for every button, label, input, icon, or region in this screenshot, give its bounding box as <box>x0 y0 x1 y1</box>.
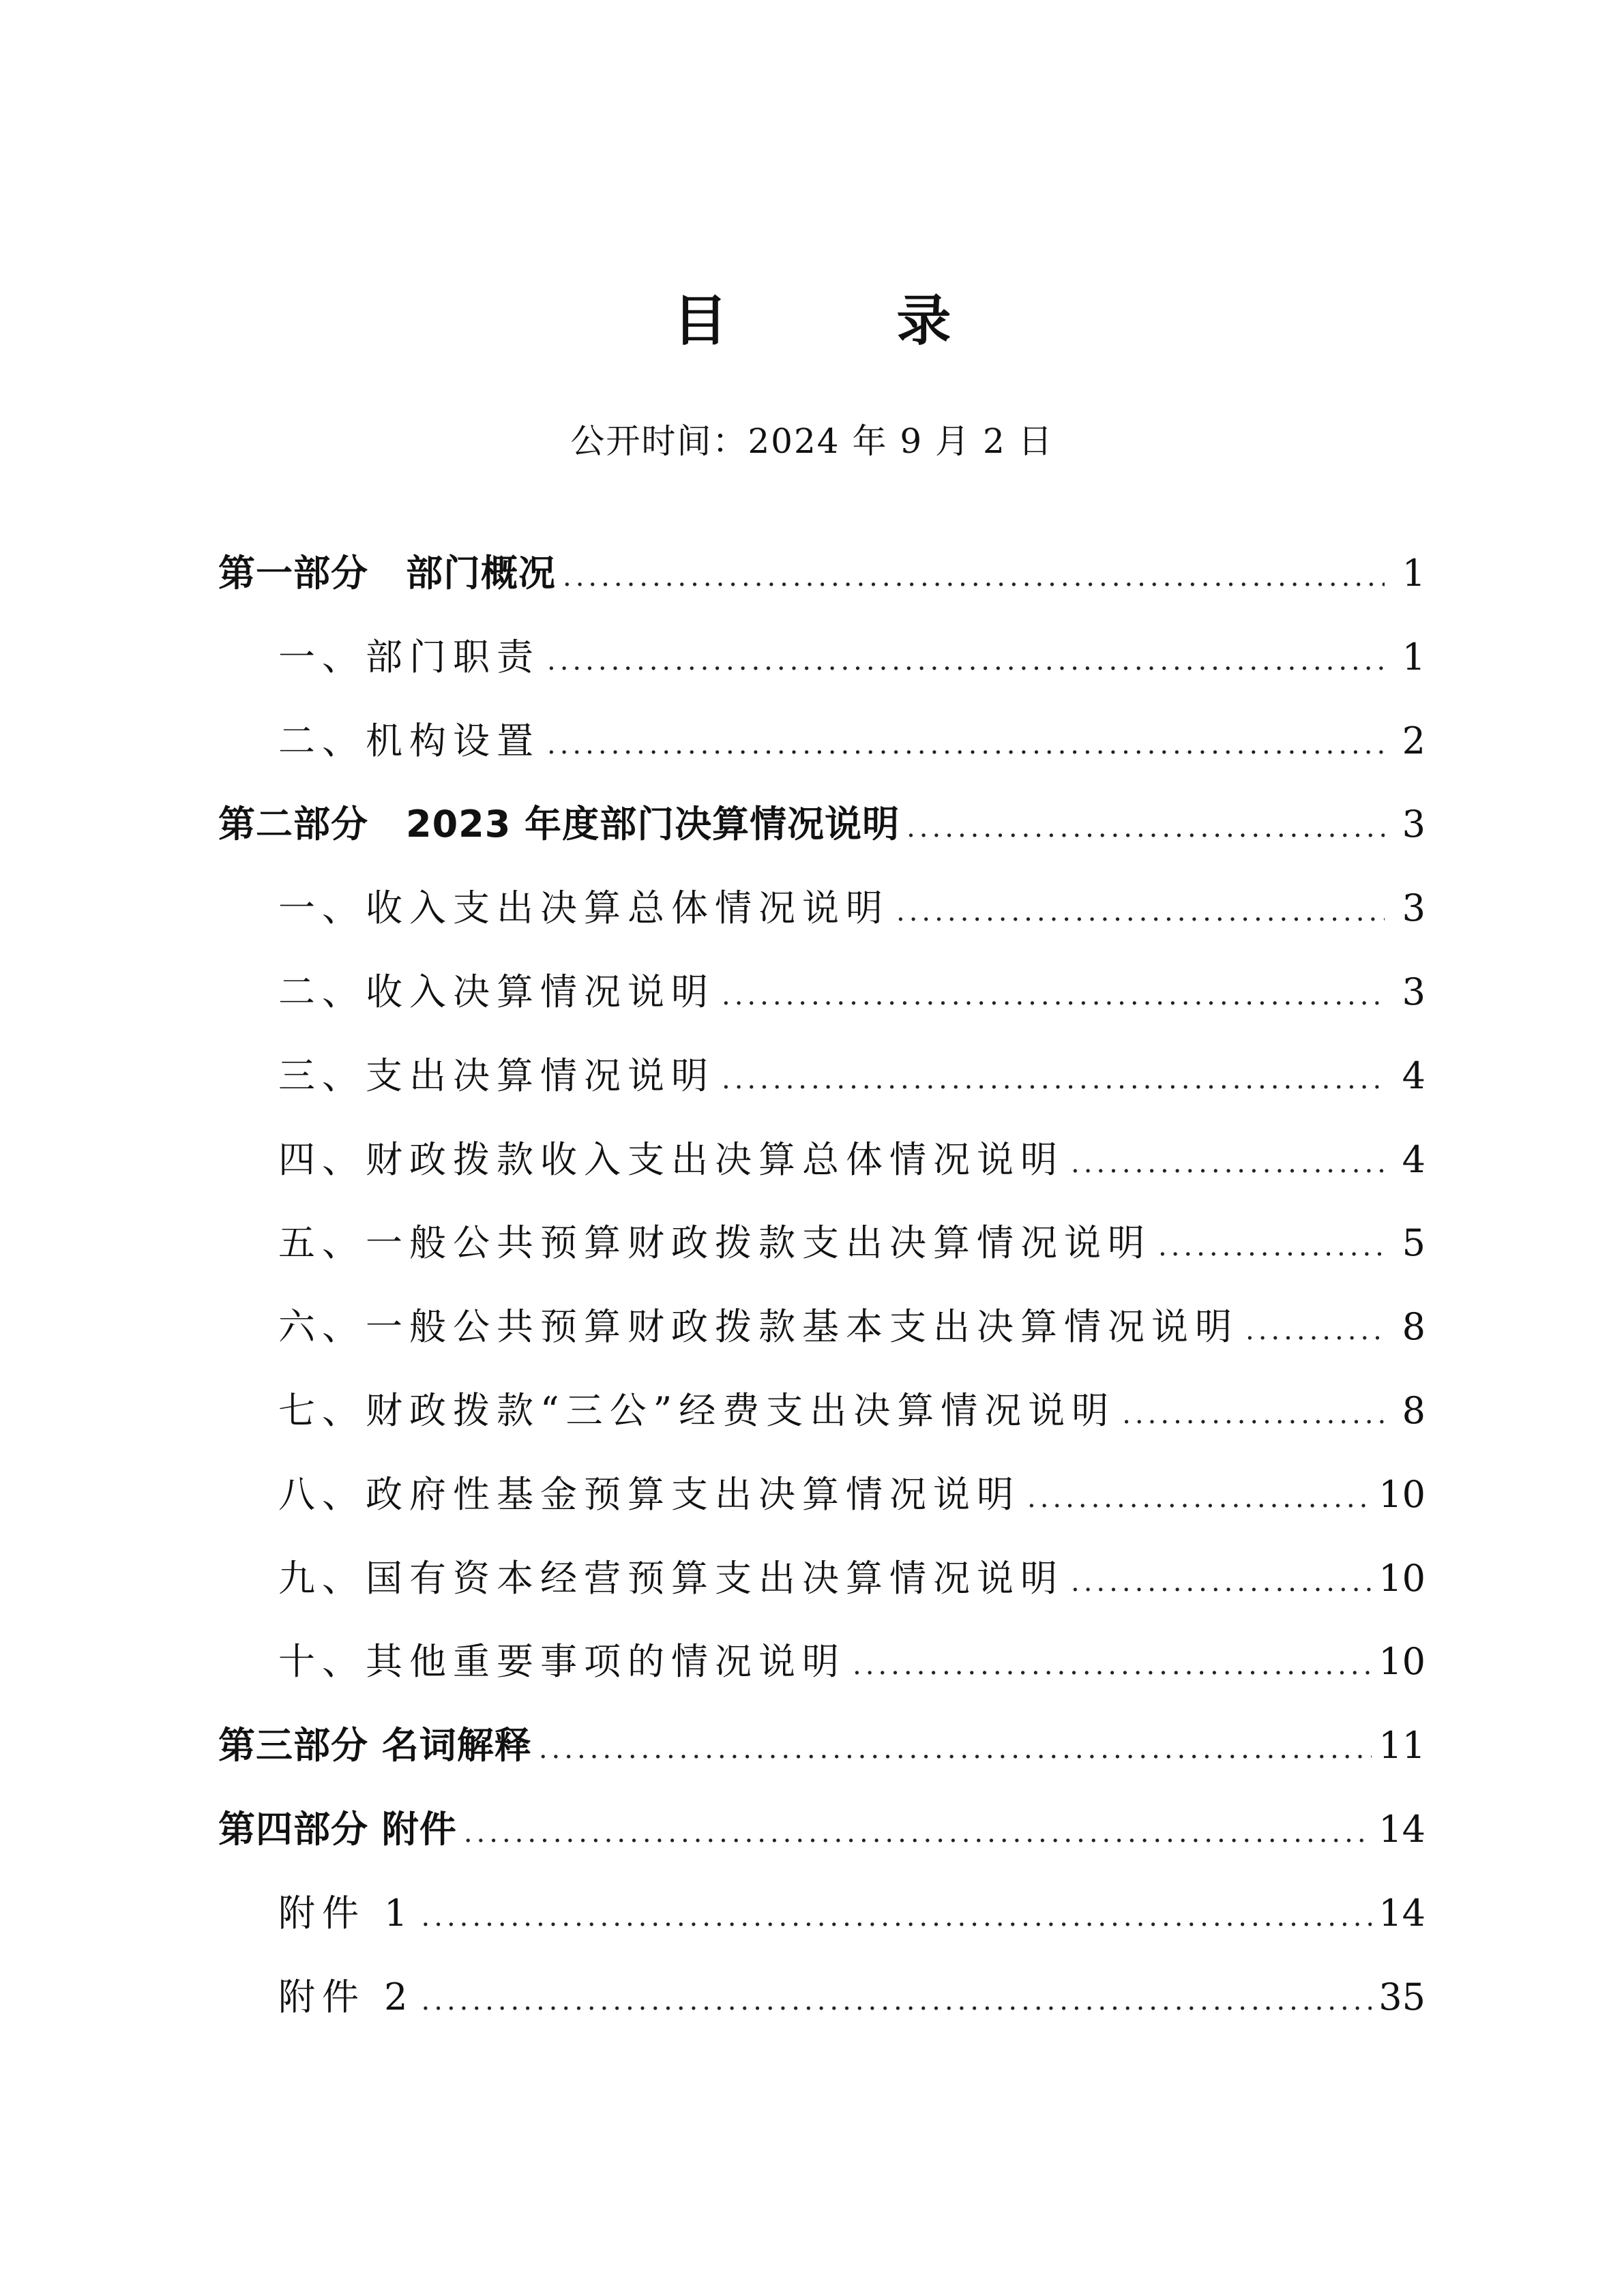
toc-page-number: 4 <box>1402 1054 1426 1097</box>
toc-subsection-entry[interactable] <box>218 1453 1426 1537</box>
toc-entry-label: 第四部分 附件 <box>218 1807 457 1851</box>
toc-page-number: 3 <box>1402 970 1426 1013</box>
toc-page-number: 1 <box>1402 552 1426 595</box>
toc-entry-label: 第二部分 2023 年度部门决算情况说明 <box>218 803 900 846</box>
toc-dot-leader <box>422 1875 1372 1959</box>
toc-page-number: 10 <box>1378 1556 1426 1600</box>
toc-subsection-entry[interactable] <box>218 867 1426 951</box>
toc-entry-label: 七、财政拨款“三公”经费支出决算情况说明 <box>278 1388 1116 1432</box>
toc-dot-leader <box>853 1624 1372 1708</box>
toc-dot-leader <box>1071 1540 1372 1624</box>
toc-page-number: 8 <box>1402 1305 1426 1349</box>
toc-dot-leader <box>1158 1205 1385 1289</box>
toc-dot-leader <box>722 954 1385 1038</box>
toc-page-number: 14 <box>1378 1891 1426 1935</box>
toc-page-number: 10 <box>1378 1640 1426 1684</box>
toc-section-entry[interactable] <box>218 532 1426 616</box>
toc-dot-leader <box>422 1959 1372 2043</box>
toc-entry-label: 十、其他重要事项的情况说明 <box>278 1640 846 1684</box>
toc-entry-label: 九、国有资本经营预算支出决算情况说明 <box>278 1556 1064 1600</box>
toc-entry-label: 第一部分 部门概况 <box>218 552 556 595</box>
toc-subsection-entry[interactable] <box>218 1872 1426 1956</box>
page-title: 目 录 <box>673 288 1027 353</box>
toc-page-number: 35 <box>1378 1975 1426 2018</box>
toc-dot-leader <box>464 1791 1372 1875</box>
toc-page-number: 1 <box>1402 635 1426 679</box>
toc-dot-leader <box>896 870 1385 954</box>
toc-entry-label: 五、一般公共预算财政拨款支出决算情况说明 <box>278 1221 1151 1265</box>
toc-page-number: 10 <box>1378 1472 1426 1516</box>
toc-section-entry[interactable] <box>218 1788 1426 1872</box>
toc-page-number: 8 <box>1402 1388 1426 1432</box>
toc-subsection-entry[interactable] <box>218 700 1426 784</box>
toc-entry-label: 二、收入决算情况说明 <box>278 970 715 1013</box>
toc-page-number: 3 <box>1402 886 1426 930</box>
toc-subsection-entry[interactable] <box>218 1034 1426 1118</box>
toc-entry-label: 第三部分 名词解释 <box>218 1724 532 1768</box>
toc-subsection-entry[interactable] <box>218 1202 1426 1285</box>
toc-entry-label: 四、财政拨款收入支出决算总体情况说明 <box>278 1137 1064 1181</box>
toc-entry-label: 二、机构设置 <box>278 719 540 762</box>
toc-dot-leader <box>906 786 1385 870</box>
toc-dot-leader <box>547 619 1385 703</box>
toc-entry-label: 六、一般公共预算财政拨款基本支出决算情况说明 <box>278 1305 1239 1349</box>
toc-entry-label: 一、部门职责 <box>278 635 540 679</box>
toc-section-entry[interactable] <box>218 783 1426 867</box>
publish-date: 公开时间：2024 年 9 月 2 日 <box>570 421 1054 461</box>
toc-page-number: 2 <box>1402 719 1426 762</box>
toc-dot-leader <box>1122 1373 1385 1457</box>
toc-entry-label: 附件 1 <box>278 1891 415 1935</box>
toc-dot-leader <box>563 535 1385 619</box>
toc-entry-label: 三、支出决算情况说明 <box>278 1054 715 1097</box>
toc-dot-leader <box>1071 1122 1385 1206</box>
toc-entry-label: 八、政府性基金预算支出决算情况说明 <box>278 1472 1020 1516</box>
toc-page-number: 3 <box>1402 803 1426 846</box>
toc-section-entry[interactable] <box>218 1704 1426 1788</box>
toc-page-number: 14 <box>1378 1807 1426 1851</box>
toc-dot-leader <box>722 1038 1385 1122</box>
toc-page-number: 11 <box>1378 1724 1426 1768</box>
toc-dot-leader <box>1245 1289 1385 1373</box>
toc-entry-label: 附件 2 <box>278 1975 415 2018</box>
toc-subsection-entry[interactable] <box>218 1118 1426 1202</box>
toc-subsection-entry[interactable] <box>218 1369 1426 1453</box>
toc-subsection-entry[interactable] <box>218 616 1426 700</box>
toc-subsection-entry[interactable] <box>218 951 1426 1034</box>
toc-dot-leader <box>539 1708 1372 1791</box>
toc-subsection-entry[interactable] <box>218 1285 1426 1369</box>
toc-dot-leader <box>1027 1457 1372 1540</box>
toc-entry-label: 一、收入支出决算总体情况说明 <box>278 886 889 930</box>
toc-subsection-entry[interactable] <box>218 1956 1426 2040</box>
toc-page-number: 5 <box>1402 1221 1426 1265</box>
toc-dot-leader <box>547 703 1385 787</box>
toc-subsection-entry[interactable] <box>218 1620 1426 1704</box>
toc-subsection-entry[interactable] <box>218 1537 1426 1621</box>
table-of-contents <box>218 532 1426 2039</box>
toc-page-number: 4 <box>1402 1137 1426 1181</box>
